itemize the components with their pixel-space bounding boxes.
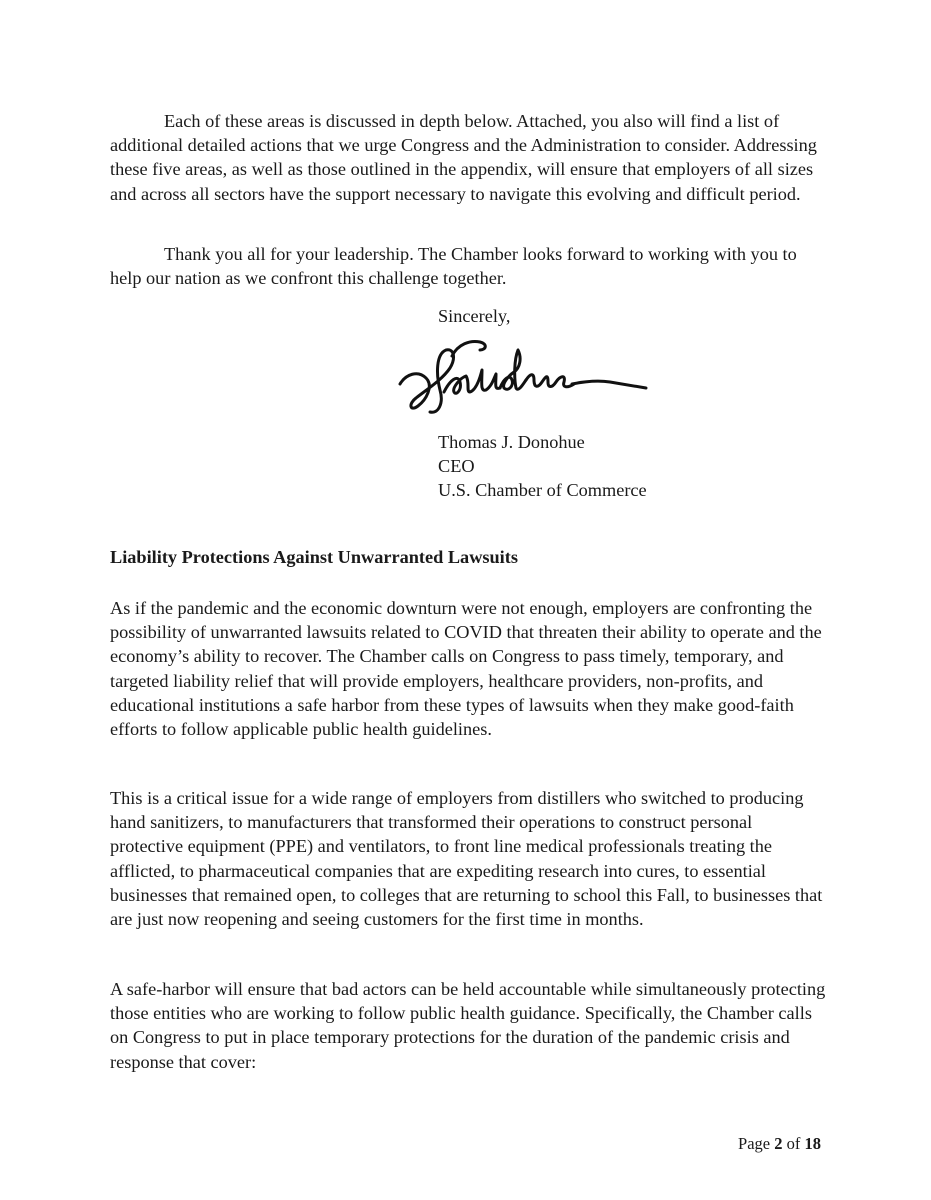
of-word: of	[786, 1134, 801, 1153]
liability-paragraph-2: This is a critical issue for a wide range of employers from distillers who switched to producing hand sanitizers, to manufacturers that transformed their operations to construct personal protective equipment (PPE) and ventilators, to front line medical professionals treating the afflicted, to pharmaceutical companies that are expediting research into cures, to essential businesses that remained open, to colleges that are returning to school this Fall, to businesses that are just now reopening and seeing customers for the first time in months.	[110, 788, 823, 930]
signatory-title: CEO	[438, 456, 475, 476]
section-heading: Liability Protections Against Unwarranted Lawsuits	[110, 547, 518, 567]
closing-salutation: Sincerely,	[438, 306, 511, 326]
page-footer	[738, 1134, 821, 1154]
page-number: 2	[774, 1134, 783, 1153]
liability-paragraph-1: As if the pandemic and the economic downturn were not enough, employers are confronting the possibility of unwarranted lawsuits related to COVID that threaten their ability to operate and the economy’s ability to recover. The Chamber calls on Congress to pass timely, temporary, and targeted liability relief that will provide employers, healthcare providers, non-profits, and educational institutions a safe harbor from these types of lawsuits when they make good-faith efforts to follow applicable public health guidelines.	[110, 598, 822, 740]
handwritten-signature	[396, 334, 656, 420]
thanks-paragraph: Thank you all for your leadership. The Chamber looks forward to working with you to help our nation as we confront this challenge together.	[110, 244, 797, 289]
signature-block	[438, 430, 647, 502]
page-word: Page	[738, 1134, 771, 1153]
page-total: 18	[804, 1134, 821, 1153]
liability-paragraph-3: A safe-harbor will ensure that bad actors can be held accountable while simultaneously protecting those entities who are working to follow public health guidance. Specifically, the Chamber calls on Congress to put in place temporary protections for the duration of the pandemic crisis and response that cover:	[110, 979, 826, 1072]
intro-paragraph: Each of these areas is discussed in depth below. Attached, you also will find a list of additional detailed actions that we urge Congress and the Administration to consider. Addressing these five areas, as well as those outlined in the appendix, will ensure that employers of all sizes and across all sectors have the support necessary to navigate this evolving and difficult period.	[110, 111, 817, 204]
signatory-organization: U.S. Chamber of Commerce	[438, 480, 647, 500]
signatory-name: Thomas J. Donohue	[438, 432, 585, 452]
